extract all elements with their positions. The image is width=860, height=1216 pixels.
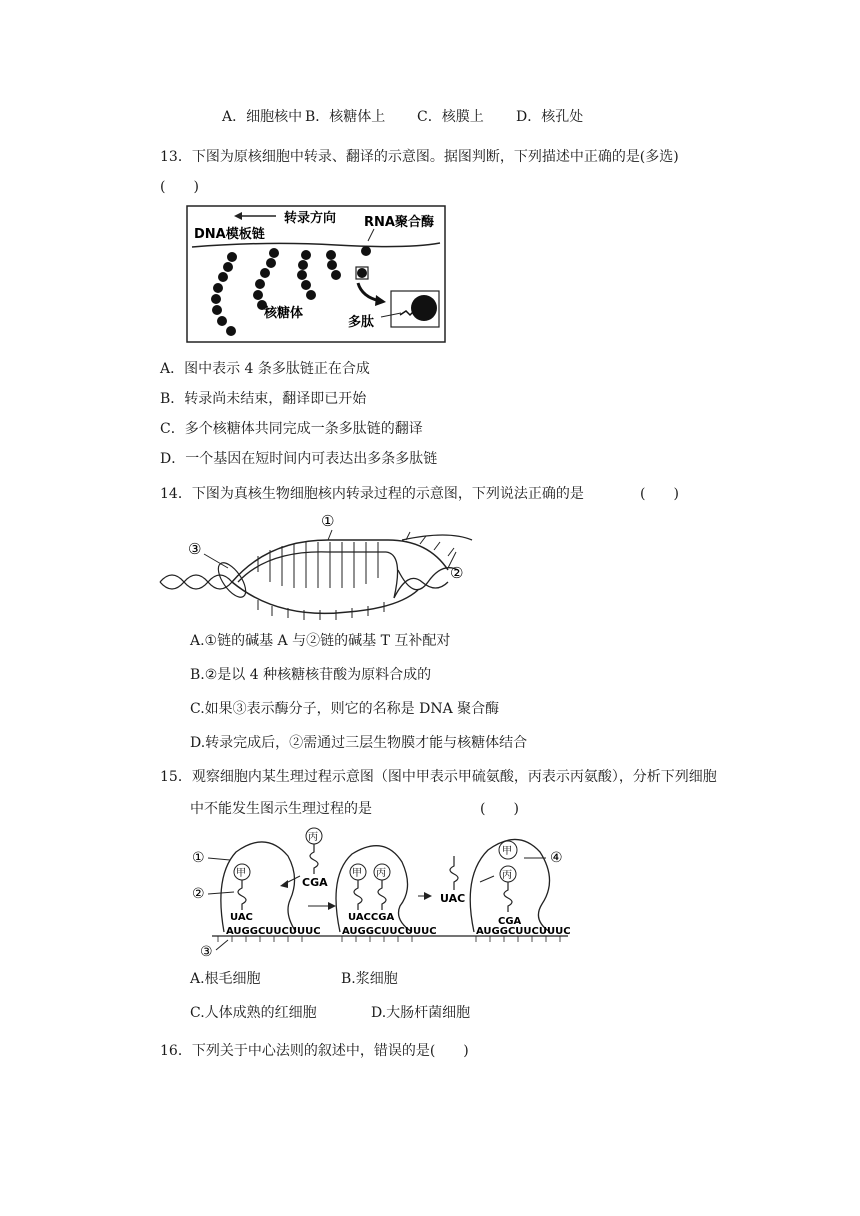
q15-label-1: ① [192,850,205,866]
q15-jia-3: 甲 [502,846,512,857]
q13-option-a: A．图中表示 4 条多肽链正在合成 [160,361,370,377]
q15-option-a: A.根毛细胞 [190,971,261,987]
q12-option-d: D．核孔处 [516,109,584,125]
q13-direction-label: 转录方向 [284,211,337,226]
q13-paren: ( ) [160,179,199,195]
q12-option-c: C．核膜上 [417,109,484,125]
q14-label-1: ① [321,512,335,530]
q13-option-c: C．多个核糖体共同完成一条多肽链的翻译 [160,421,423,437]
q15-translation-figure [188,826,580,962]
q13-rnap-label: RNA聚合酶 [364,215,434,230]
q15-uac-2: UAC [440,892,466,905]
q15-bing-3: 丙 [502,870,512,881]
q15-mrna-2: AUGGCUUCUUUC [342,926,437,937]
q13-stem: 13．下图为原核细胞中转录、翻译的示意图。据图判断，下列描述中正确的是(多选) [160,149,679,165]
q14-option-d: D.转录完成后，②需通过三层生物膜才能与核糖体结合 [190,735,528,751]
q12-option-b: B．核糖体上 [305,109,386,125]
q14-stem: 14．下图为真核生物细胞核内转录过程的示意图，下列说法正确的是 [160,486,584,502]
q15-mrna-1: AUGGCUUCUUUC [226,926,321,937]
q15-bing-2: 丙 [376,868,386,879]
q15-cga-1: CGA [302,876,328,889]
q12-option-a: A．细胞核中 [222,109,303,125]
q14-label-2: ② [450,564,464,582]
q14-label-3: ③ [188,540,202,558]
q15-option-c: C.人体成熟的红细胞 [190,1005,317,1021]
q15-jia-2: 甲 [352,868,362,879]
q15-stem-line1: 15．观察细胞内某生理过程示意图（图中甲表示甲硫氨酸，丙表示丙氨酸），分析下列细胞 [160,769,717,785]
q13-option-d: D．一个基因在短时间内可表达出多条多肽链 [160,451,438,467]
q15-stem-line2: 中不能发生图示生理过程的是 [190,801,372,817]
q13-dna-label: DNA模板链 [194,227,265,242]
q15-uac-1: UAC [230,912,253,923]
q15-label-3: ③ [200,944,213,960]
q14-option-a: A.①链的碱基 A 与②链的碱基 T 互补配对 [190,633,451,649]
q14-transcription-figure [158,510,476,622]
q15-option-b: B.浆细胞 [341,971,398,987]
q13-ribosome-label: 核糖体 [264,306,304,321]
q15-mrna-3: AUGGCUUCUUUC [476,926,571,937]
q15-cga-2: CGA [498,916,522,927]
q14-option-b: B.②是以 4 种核糖核苷酸为原料合成的 [190,667,432,683]
q13-peptide-label: 多肽 [348,315,375,330]
q15-jia-1: 甲 [236,868,246,879]
q16-stem: 16．下列关于中心法则的叙述中，错误的是( ) [160,1043,469,1059]
q15-paren: ( ) [480,801,519,817]
q15-option-d: D.大肠杆菌细胞 [371,1005,471,1021]
q13-option-b: B．转录尚未结束，翻译即已开始 [160,391,367,407]
q13-transcription-translation-figure [186,205,446,343]
q15-label-2: ② [192,886,205,902]
q14-paren: ( ) [640,486,679,502]
q15-bing-1: 丙 [308,832,318,843]
q15-uaccga: UACCGA [348,912,395,923]
q14-option-c: C.如果③表示酶分子，则它的名称是 DNA 聚合酶 [190,701,500,717]
q15-label-4: ④ [550,850,563,866]
